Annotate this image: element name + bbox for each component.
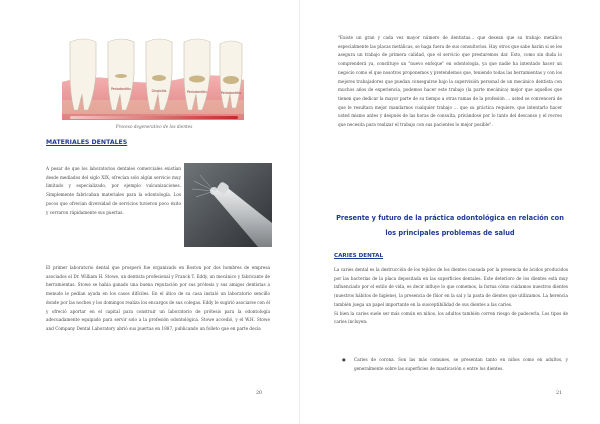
stage-label-4: Periodontitis [221, 91, 241, 95]
figure-caption: Proceso degenerativo de los dientes [115, 124, 193, 129]
bullet-dot-icon: ● [342, 357, 346, 362]
caries-paragraph-2: Si bien la caries suele ser más común en niños, los adultos también corren riesgo de padecerla. Los tipos de caries incluyen: [334, 310, 568, 325]
intro-paragraph: A pesar de que los laboratorios dentales comerciales existían desde mediados del siglo XIX, ofrecían solo algún servicio muy limitado y especializado, por ejemplo vulcanizaciones. Simplemente fabricaban materiales para la odontología. Los pocos que ofrecían diversidad de servicios tuvieron poco éxito y cerraron rápidamente sus puertas. [46, 166, 181, 215]
stage-label-2: Gingivitis [151, 89, 167, 93]
stage-label-1: Periodontitis [111, 87, 131, 91]
section-title: Presente y futuro de la práctica odontológica en relación con los principales problemas de salud [336, 214, 564, 237]
caries-heading: CARIES DENTAL [334, 253, 384, 259]
caries-body [334, 266, 568, 327]
dental-drill-photo [184, 163, 272, 247]
materiales-heading: MATERIALES DENTALES [46, 139, 128, 146]
list-item [342, 356, 568, 373]
tooth-degeneration-illustration [60, 34, 246, 126]
body-paragraph: El primer laboratorio dental que prosperó fue organizado en Boston por dos hombres de empresa asociados el Dr. William H. Stowe, un dentista profesional y Franck T. Eddy, un mecánico y fabricante de herramientas. Stowe se había ganado una buena reputación por sus prótesis y sus amigos dentistas a menudo le pedían ayuda en los casos difíciles. En el ático de su casa instaló un laboratorio sencillo donde por las noches y los domingos realiza los encargos de sus colegas. Eddy le sugirió asociarse con él y ofreció aportar en el capital para construir un laboratorio de prótesis para la odontología adecuadamente equipado para servir solo a la profesión odontológica. Stowe accedió, y el W.H. Stowe and Company Dental Laboratory abrió sus puertas en 1887, publicando un folleto que en parte decía [46, 265, 270, 331]
bullet-text: Caries de corona. Son las más comunes, se presentan tanto en niños como en adultos, y generalmente sobre las superficies de masticación o entre los dientes. [354, 357, 568, 371]
stage-label-3: Periodontitis [187, 90, 207, 94]
quote-paragraph: "Existe un gran y cada vez mayor número de dentistas... que desean que su trabajo metálico especialmente las placas metálicas, se haga fuera de sus consultorios. Hay otros que sabe harán si se les asegura un trabajo de primera calidad, que el servicio que prestaremos dar. Esto, como sin duda lo comprenderá ya, constituye un "nuevo enfoque" en odontología, ya que nadie ha intentado hacer un negocio como el que nosotros proponemos y pretendemos que, teniendo todas las herramientas y con los mejores trabajadores que puedan conseguirse bajo la supervisión personal de un mecánico dentista con muchos años de experiencia, podemos hacer este trabajo (la parte mecánica) mejor que aquellos que tienen que dedicar la mayor parte de su tiempo a otras ramas de la profesión ... usted se convencerá de que le resultara mejor mandarnos cualquier trabajo ... que su práctica requiere, que intentarlo hacer usted mismo antes y después de las horas de consulta, privándose por lo tanto del descanso y el recreo que necesita para realizar el trabajo con sus pacientes lo mejor posible". [338, 35, 562, 128]
page-number-right: 21 [556, 391, 563, 396]
page-number-left: 20 [256, 391, 263, 396]
caries-types-list [342, 356, 568, 373]
caries-paragraph-1: La caries dental es la destrucción de los tejidos de los dientes causada por la presencia de ácidos producidos por las bacterias de la placa depositada en las superficies dentales. Este deterioro de los dientes está muy influenciado por el estilo de vida, es decir influye lo que comemos, la forma cómo cuidamos nuestros dientes (nuestros hábitos de higiene), la presencia de flúor en la sal y la pasta de dientes que utilizamos. La herencia también juega un papel importante en la susceptibilidad de sus dientes a las caries. [334, 267, 568, 307]
